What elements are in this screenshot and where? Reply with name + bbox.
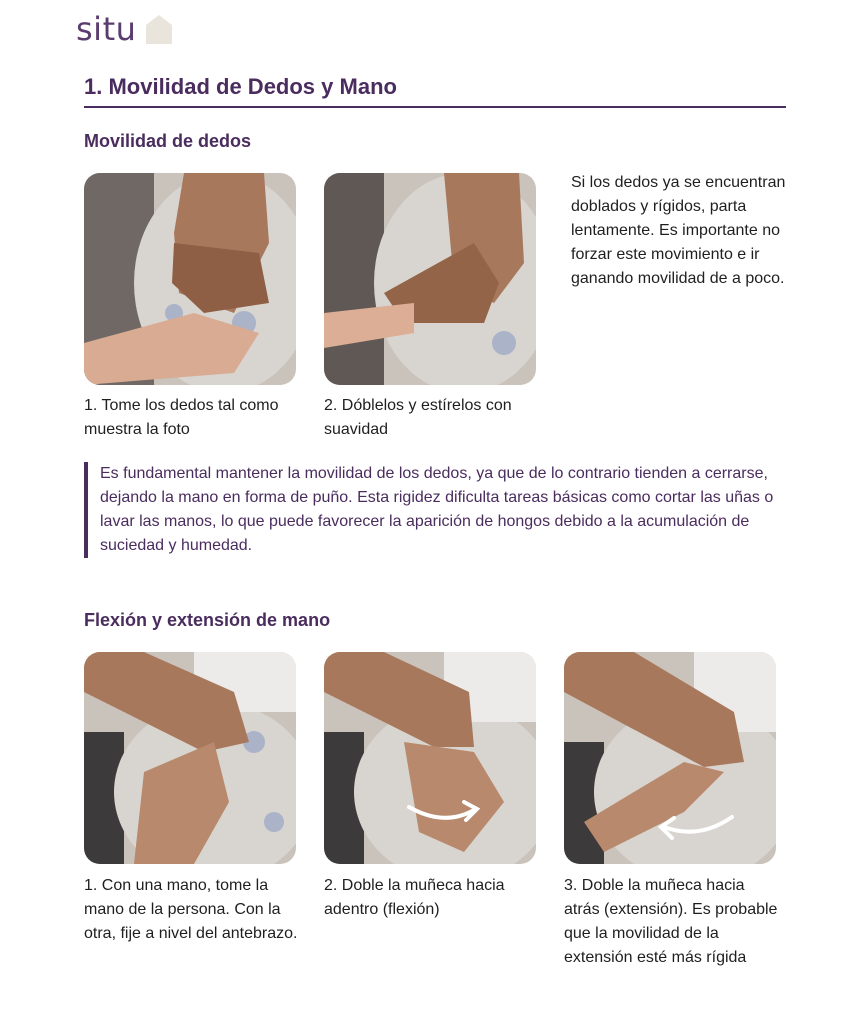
flexion-photo-2 (324, 652, 536, 864)
wrist-flexion-photo-icon (324, 652, 536, 864)
hold-forearm-photo-icon (84, 652, 296, 864)
brand-name: situ (76, 10, 137, 48)
hand-holding-fingers-photo-icon (84, 173, 296, 385)
flexion-photo-3 (564, 652, 776, 864)
flexion-caption-1: 1. Con una mano, tome la mano de la persona. Con la otra, fije a nivel del antebrazo. (84, 877, 298, 942)
section-divider (84, 106, 786, 108)
wrist-extension-photo-icon (564, 652, 776, 864)
hand-bending-fingers-photo-icon (324, 173, 536, 385)
flexion-caption-2: 2. Doble la muñeca hacia adentro (flexión) (324, 877, 505, 918)
hand-flexion-heading: Flexión y extensión de mano (84, 610, 331, 630)
finger-photo-1 (84, 173, 296, 385)
finger-caption-2: 2. Dóblelos y estírelos con suavidad (324, 397, 512, 438)
flexion-photo-1 (84, 652, 296, 864)
flexion-caption-3: 3. Doble la muñeca hacia atrás (extensión). Es probable que la movilidad de la extensión esté más rígida (564, 877, 778, 966)
finger-caption-1: 1. Tome los dedos tal como muestra la foto (84, 397, 279, 438)
finger-photo-2 (324, 173, 536, 385)
house-icon (144, 13, 174, 45)
finger-mobility-heading: Movilidad de dedos (84, 131, 252, 151)
section-title: 1. Movilidad de Dedos y Mano (84, 74, 397, 99)
finger-side-note: Si los dedos ya se encuentran doblados y rígidos, parta lentamente. Es importante no forzar este movimiento e ir ganando movilidad de a poco. (571, 174, 786, 287)
brand-logo (76, 12, 174, 46)
finger-callout: Es fundamental mantener la movilidad de los dedos, ya que de lo contrario tienden a cerrarse, dejando la mano en forma de puño. Esta rigidez dificulta tareas básicas como cortar las uñas o lavar las manos, lo que puede favorecer la aparición de hongos debido a la acumulación de suciedad y humedad. (84, 462, 786, 558)
